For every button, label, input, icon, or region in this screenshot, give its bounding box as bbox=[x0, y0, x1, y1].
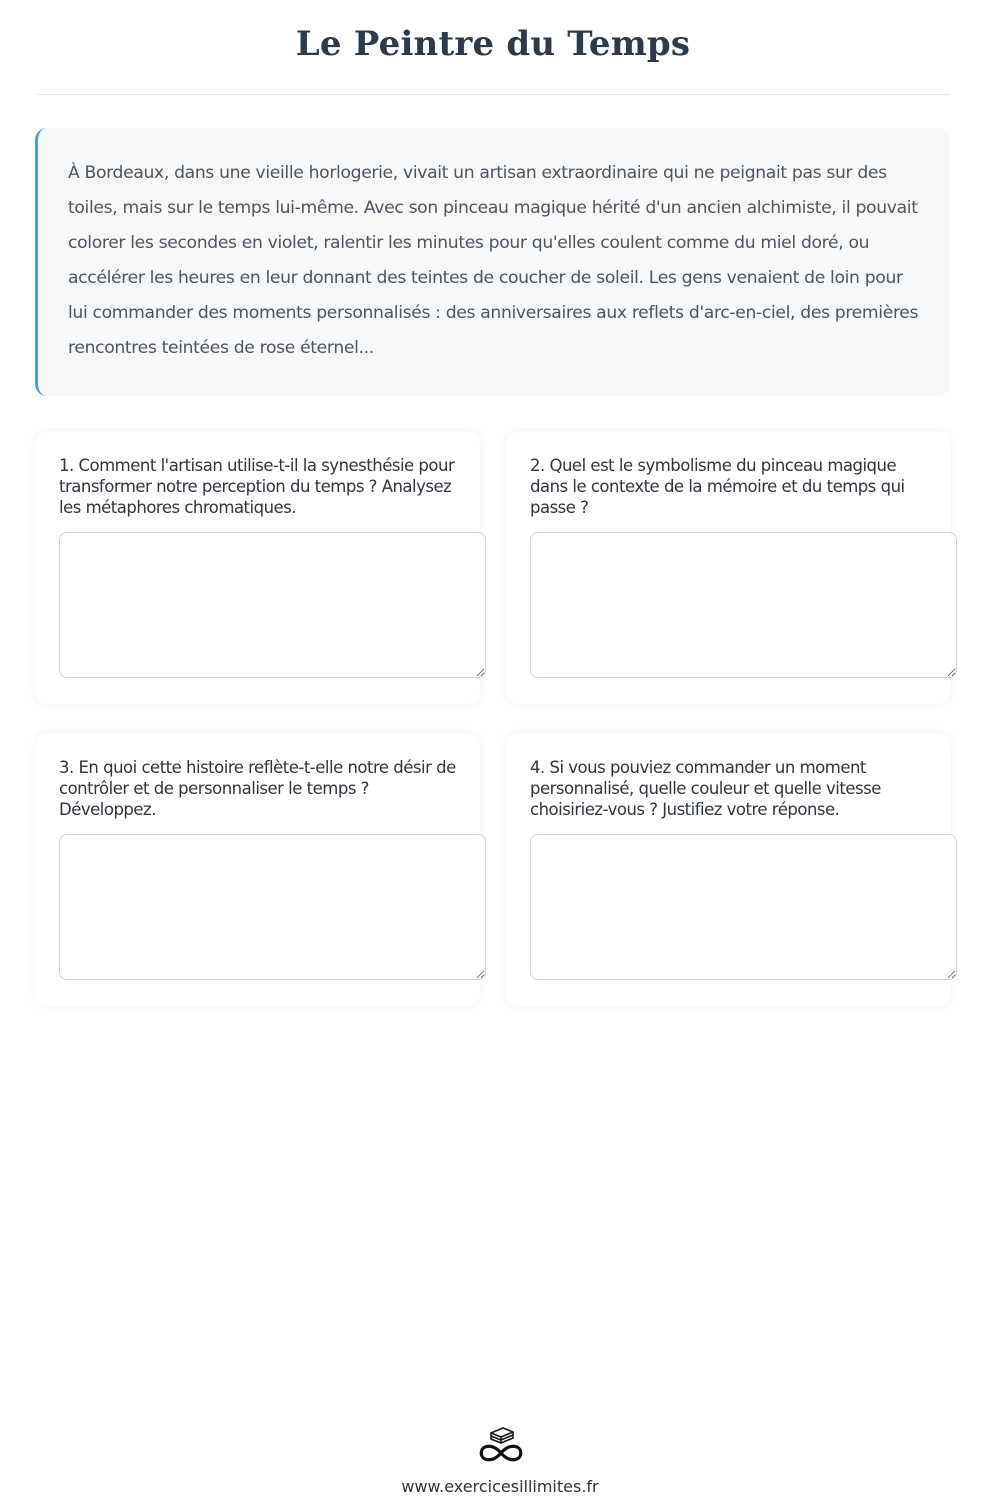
question-card-4 bbox=[506, 733, 951, 1006]
story-box bbox=[35, 128, 950, 396]
question-2-text: 2. Quel est le symbolisme du pinceau magique dans le contexte de la mémoire et du temps qui passe ? bbox=[530, 456, 905, 517]
answer-4-textarea[interactable] bbox=[530, 834, 957, 980]
question-card-3 bbox=[35, 733, 480, 1006]
story-text: À Bordeaux, dans une vieille horlogerie, vivait un artisan extraordinaire qui ne peignait pas sur des toiles, mais sur le temps lui-même. Avec son pinceau magique hérité d'un ancien alchimiste, il pouvait colorer les secondes en violet, ralentir les minutes pour qu'elles coulent comme du miel doré, ou accélérer les heures en leur donnant des teintes de coucher de soleil. Les gens venaient de loin pour lui commander des moments personnalisés : des anniversaires aux reflets d'arc-en-ciel, des premières rencontres teintées de rose éternel... bbox=[68, 163, 919, 358]
answer-3-textarea[interactable] bbox=[59, 834, 486, 980]
page-title: Le Peintre du Temps bbox=[295, 24, 691, 64]
question-1-text: 1. Comment l'artisan utilise-t-il la synesthésie pour transformer notre perception du temps ? Analysez les métaphores chromatiques. bbox=[59, 456, 455, 517]
question-4-text: 4. Si vous pouviez commander un moment personnalisé, quelle couleur et quelle vitesse choisiriez-vous ? Justifiez votre réponse. bbox=[530, 758, 881, 819]
footer-url: www.exercicesillimites.fr bbox=[401, 1477, 599, 1496]
question-card-2 bbox=[506, 431, 951, 704]
question-card-1 bbox=[35, 431, 480, 704]
question-3-text: 3. En quoi cette histoire reflète-t-elle notre désir de contrôler et de personnaliser le temps ? Développez. bbox=[59, 758, 456, 819]
answer-2-textarea[interactable] bbox=[530, 532, 957, 678]
answer-1-textarea[interactable] bbox=[59, 532, 486, 678]
infinity-books-logo-icon bbox=[475, 1424, 527, 1464]
title-divider bbox=[35, 94, 950, 95]
